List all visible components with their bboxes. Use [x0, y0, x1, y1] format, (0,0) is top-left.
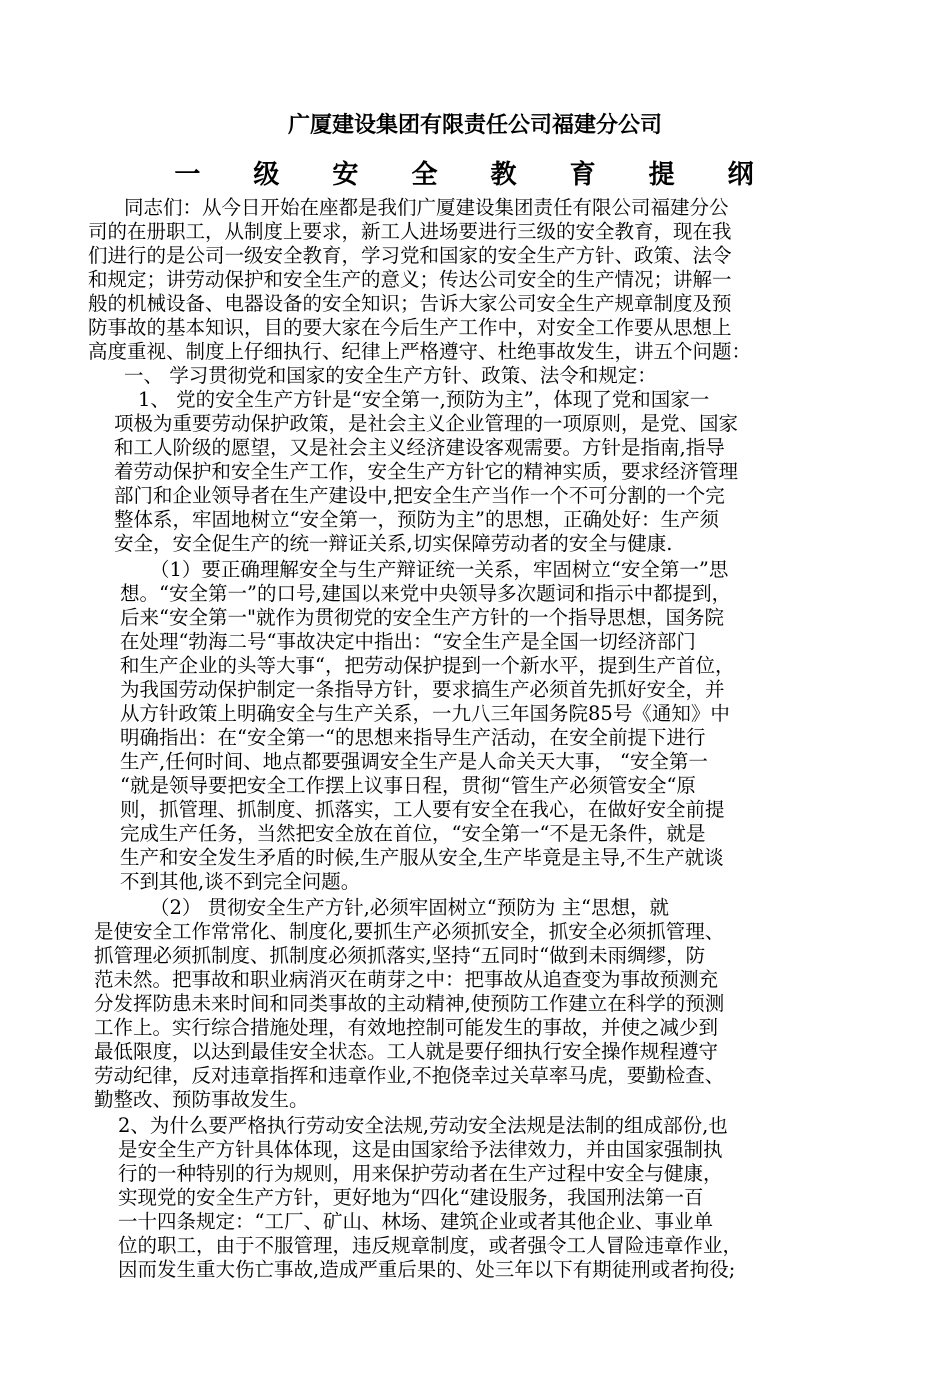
text-line: 后来“安全第一"就作为贯彻党的安全生产方针的一个指导思想，国务院	[120, 606, 724, 629]
text-line: （2） 贯彻安全生产方针,必须牢固树立“预防为 主“思想，就	[150, 896, 669, 919]
text-line: 1、 党的安全生产方针是“安全第一,预防为主”，体现了党和国家一	[138, 388, 710, 411]
text-line: 行的一种特别的行为规则，用来保护劳动者在生产过程中安全与健康，	[118, 1162, 723, 1185]
document-title: 一 级 安 全 教 育 提 纲	[174, 160, 776, 190]
text-line: 生产,任何时间、地点都要强调安全生产是人命关天大事， “安全第一	[120, 750, 708, 773]
text-line: 着劳动保护和安全生产工作，安全生产方针它的精神实质，要求经济管理	[114, 460, 739, 483]
text-line: 分发挥防患未来时间和同类事故的主动精神,使预防工作建立在科学的预测	[94, 992, 725, 1015]
text-line: 整体系，牢固地树立“安全第一，预防为主”的思想，正确处好：生产须	[114, 508, 719, 531]
text-line: 完成生产任务，当然把安全放在首位，“安全第一“不是无条件，就是	[120, 822, 706, 845]
text-line: 般的机械设备、电器设备的安全知识；告诉大家公司安全生产规章制度及预	[88, 292, 732, 315]
text-line: 工作上。实行综合措施处理，有效地控制可能发生的事故，并使之减少到	[94, 1016, 719, 1039]
text-line: 和工人阶级的愿望，又是社会主义经济建设客观需要。方针是指南,指导	[114, 436, 725, 459]
text-line: 想。“安全第一”的口号,建国以来党中央领导多次题词和指示中都提到，	[120, 582, 732, 605]
text-line: （1）要正确理解安全与生产辩证统一关系，牢固树立“安全第一”思	[150, 558, 729, 581]
text-line: 为我国劳动保护制定一条指导方针，要求搞生产必须首先抓好安全，并	[120, 678, 725, 701]
text-line: 抓管理必须抓制度、抓制度必须抓落实,坚持“五同时“做到未雨绸缪，防	[94, 944, 706, 967]
text-line: 们进行的是公司一级安全教育，学习党和国家的安全生产方针、政策、法令	[88, 244, 732, 267]
text-line: 和规定；讲劳动保护和安全生产的意义；传达公司安全的生产情况；讲解一	[88, 268, 732, 291]
text-line: 实现党的安全生产方针，更好地为“四化“建设服务，我国刑法第一百	[118, 1186, 704, 1209]
text-line: 同志们：从今日开始在座都是我们广厦建设集团责任有限公司福建分公	[124, 196, 729, 219]
text-line: 一、 学习贯彻党和国家的安全生产方针、政策、法令和规定：	[124, 364, 657, 387]
text-line: 是使安全工作常常化、制度化,要抓生产必须抓安全，抓安全必须抓管理、	[94, 920, 725, 943]
text-line: 因而发生重大伤亡事故,造成严重后果的、处三年以下有期徒刑或者拘役;	[118, 1258, 736, 1281]
text-line: 部门和企业领导者在生产建设中,把安全生产当作一个不可分割的一个完	[114, 484, 725, 507]
text-line: 是安全生产方针具体体现，这是由国家给予法律效力，并由国家强制执	[118, 1138, 723, 1161]
text-line: 在处理“勃海二号“事故决定中指出：“安全生产是全国一切经济部门	[120, 630, 696, 653]
text-line: 勤整改、预防事故发生。	[94, 1088, 309, 1111]
text-line: 司的在册职工，从制度上要求，新工人进场要进行三级的安全教育，现在我	[88, 220, 732, 243]
text-line: 劳动纪律，反对违章指挥和违章作业,不抱侥幸过关草率马虎，要勤检查、	[94, 1064, 725, 1087]
text-line: “就是领导要把安全工作摆上议事日程，贯彻“管生产必须管安全“原	[120, 774, 696, 797]
text-line: 和生产企业的头等大事“，把劳动保护提到一个新水平，提到生产首位，	[120, 654, 735, 677]
text-line: 2、为什么要严格执行劳动安全法规,劳动安全法规是法制的组成部份,也	[118, 1114, 728, 1137]
text-line: 位的职工，由于不服管理，违反规章制度，或者强令工人冒险违章作业，	[118, 1234, 743, 1257]
text-line: 高度重视、制度上仔细执行、纪律上严格遵守、杜绝事故发生，讲五个问题：	[88, 340, 752, 363]
text-line: 防事故的基本知识，目的要大家在今后生产工作中，对安全工作要从思想上	[88, 316, 732, 339]
text-line: 明确指出：在“安全第一“的思想来指导生产活动，在安全前提下进行	[120, 726, 706, 749]
text-line: 生产和安全发生矛盾的时候,生产服从安全,生产毕竟是主导,不生产就谈	[120, 846, 724, 869]
text-line: 范未然。把事故和职业病消灭在萌芽之中：把事故从追查变为事故预测充	[94, 968, 719, 991]
text-line: 则，抓管理、抓制度、抓落实，工人要有安全在我心，在做好安全前提	[120, 798, 725, 821]
company-name: 广厦建设集团有限责任公司福建分公司	[287, 112, 662, 138]
text-line: 从方针政策上明确安全与生产关系，一九八三年国务院85号《通知》中	[120, 702, 730, 725]
text-line: 安全，安全促生产的统一辩证关系,切实保障劳动者的安全与健康.	[114, 532, 673, 555]
text-line: 项极为重要劳动保护政策，是社会主义企业管理的一项原则，是党、国家	[114, 412, 739, 435]
text-line: 不到其他,谈不到完全问题。	[120, 870, 361, 893]
text-line: 最低限度，以达到最佳安全状态。工人就是要仔细执行安全操作规程遵守	[94, 1040, 719, 1063]
text-line: 一十四条规定：“工厂、矿山、林场、建筑企业或者其他企业、事业单	[118, 1210, 713, 1233]
